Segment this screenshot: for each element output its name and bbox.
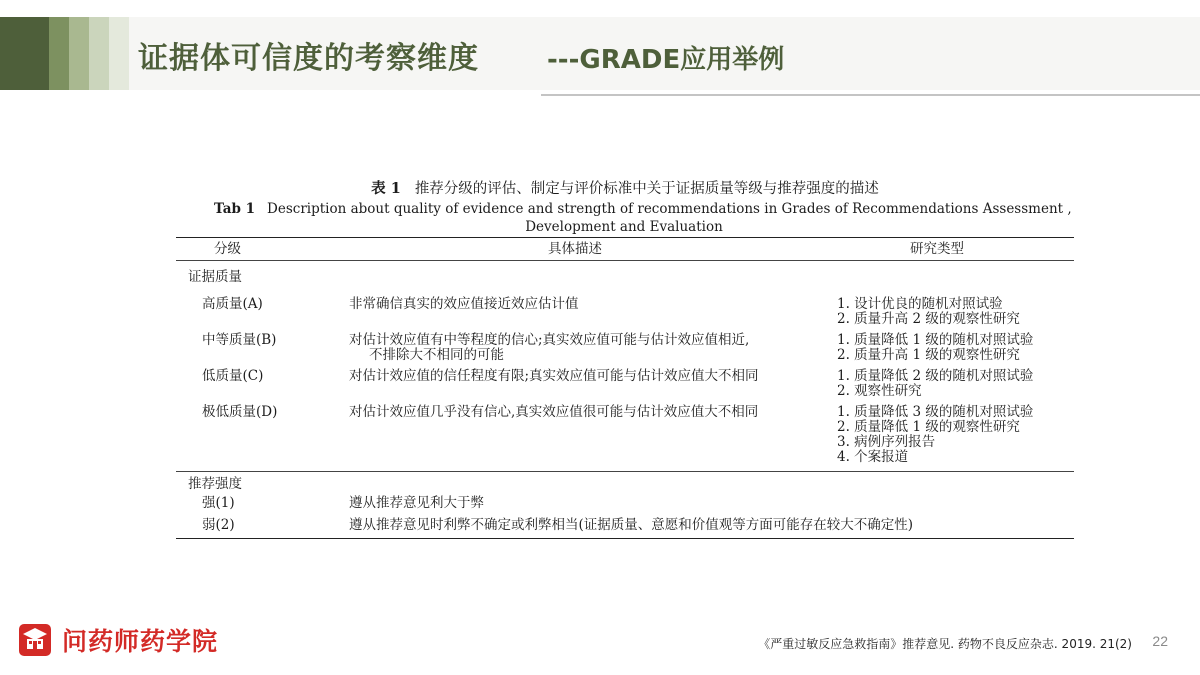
study-type-item: 1. 设计优良的随机对照试验 bbox=[837, 296, 1003, 312]
brand-logo bbox=[18, 620, 218, 660]
table-caption-en-label: Tab 1 bbox=[214, 201, 256, 217]
table-header-row bbox=[176, 238, 1074, 260]
row-grade: 极低质量(D) bbox=[202, 404, 278, 420]
section-strength: 推荐强度 bbox=[188, 476, 242, 492]
table-row bbox=[176, 333, 1074, 369]
table-row bbox=[176, 405, 1074, 471]
study-type-item: 1. 质量降低 1 级的随机对照试验 bbox=[837, 332, 1034, 348]
table-caption-cn bbox=[176, 178, 1074, 200]
row-description-line: 非常确信真实的效应值接近效应估计值 bbox=[349, 296, 579, 312]
page-number: 22 bbox=[1152, 633, 1168, 649]
row-description bbox=[349, 297, 819, 312]
table-row bbox=[176, 369, 1074, 405]
row-description-line: 对估计效应值的信任程度有限;真实效应值可能与估计效应值大不相同 bbox=[349, 368, 759, 384]
study-type-item: 2. 观察性研究 bbox=[837, 383, 922, 399]
study-type-item: 2. 质量降低 1 级的观察性研究 bbox=[837, 419, 1020, 435]
row-description bbox=[349, 405, 819, 420]
row-grade: 弱(2) bbox=[202, 517, 235, 533]
row-description bbox=[349, 333, 819, 363]
study-type-item: 1. 质量降低 3 级的随机对照试验 bbox=[837, 404, 1034, 420]
title-divider bbox=[541, 94, 1200, 96]
row-description-line: 不排除大不相同的可能 bbox=[369, 347, 504, 363]
row-study-types bbox=[837, 405, 1072, 465]
decorative-stripe bbox=[0, 17, 49, 90]
table-caption-cn-label: 表 1 bbox=[371, 180, 401, 197]
pharmacy-school-icon bbox=[18, 623, 52, 657]
table-bottom-rule bbox=[176, 538, 1074, 539]
decorative-stripe bbox=[69, 17, 89, 90]
table-row bbox=[176, 496, 1074, 518]
row-study-types bbox=[837, 333, 1072, 363]
section-quality: 证据质量 bbox=[188, 269, 242, 285]
grade-table bbox=[176, 178, 1074, 539]
title-bar bbox=[0, 17, 1200, 95]
row-grade: 强(1) bbox=[202, 495, 235, 511]
decorative-stripe bbox=[109, 17, 129, 90]
study-type-item: 4. 个案报道 bbox=[837, 449, 909, 465]
table-header-rule bbox=[176, 260, 1074, 261]
row-description-line: 对估计效应值有中等程度的信心;真实效应值可能与估计效应值相近, bbox=[349, 332, 750, 348]
row-grade: 低质量(C) bbox=[202, 368, 264, 384]
row-description: 遵从推荐意见利大于弊 bbox=[349, 495, 484, 511]
row-description-line: 对估计效应值几乎没有信心,真实效应值很可能与估计效应值大不相同 bbox=[349, 404, 759, 420]
row-grade: 高质量(A) bbox=[202, 296, 263, 312]
row-description bbox=[349, 369, 819, 384]
decorative-stripe bbox=[89, 17, 109, 90]
study-type-item: 1. 质量降低 2 级的随机对照试验 bbox=[837, 368, 1034, 384]
table-caption-en-line1: Description about quality of evidence and strength of recommendations in Grades of Recommendations Assessment , bbox=[267, 201, 1072, 217]
study-type-item: 2. 质量升高 2 级的观察性研究 bbox=[837, 311, 1020, 327]
table-caption-en-line2: Development and Evaluation bbox=[525, 219, 723, 235]
row-study-types bbox=[837, 297, 1072, 327]
study-type-item: 2. 质量升高 1 级的观察性研究 bbox=[837, 347, 1020, 363]
table-caption-en bbox=[176, 200, 1074, 236]
header-description: 具体描述 bbox=[548, 241, 602, 257]
decorative-stripe bbox=[49, 17, 69, 90]
row-description: 遵从推荐意见时利弊不确定或利弊相当(证据质量、意愿和价值观等方面可能存在较大不确定性) bbox=[349, 517, 914, 533]
row-study-types bbox=[837, 369, 1072, 399]
study-type-item: 3. 病例序列报告 bbox=[837, 434, 936, 450]
table-row bbox=[176, 518, 1074, 538]
section-rule bbox=[176, 471, 1074, 472]
header-study-type: 研究类型 bbox=[910, 241, 964, 257]
table-caption-cn-text: 推荐分级的评估、制定与评价标准中关于证据质量等级与推荐强度的描述 bbox=[414, 181, 879, 197]
citation: 《严重过敏反应急救指南》推荐意见. 药物不良反应杂志. 2019. 21(2) bbox=[758, 637, 1132, 651]
slide-title: 证据体可信度的考察维度 bbox=[138, 41, 479, 76]
row-grade: 中等质量(B) bbox=[202, 332, 277, 348]
table-row bbox=[176, 297, 1074, 333]
brand-name: 问药师药学院 bbox=[62, 627, 219, 656]
header-grade: 分级 bbox=[214, 241, 241, 257]
slide-subtitle: ---GRADE应用举例 bbox=[547, 45, 785, 75]
